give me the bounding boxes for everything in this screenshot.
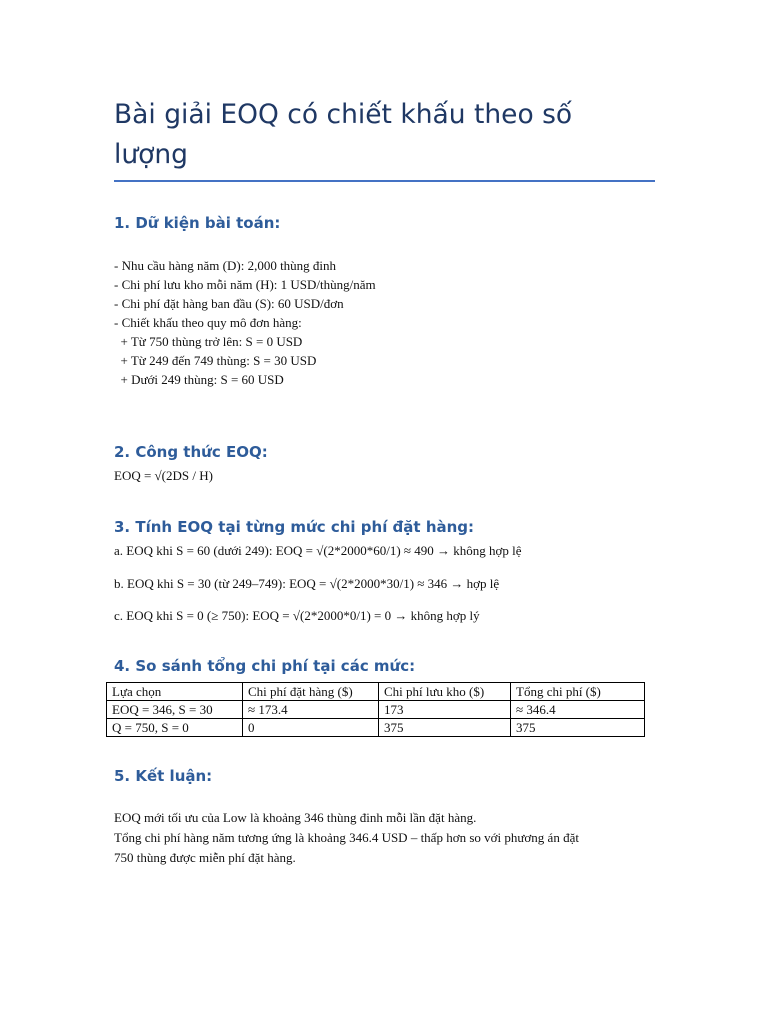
table-cell: 173 — [379, 701, 511, 719]
title-divider — [114, 180, 655, 182]
table-row — [107, 701, 645, 719]
table-header-cell: Chi phí đặt hàng ($) — [243, 683, 379, 701]
conclusion-line: EOQ mới tối ưu của Low là khoảng 346 thùng đinh mỗi lần đặt hàng. — [114, 810, 477, 825]
cost-comparison-table — [106, 682, 645, 737]
section4-heading: 4. So sánh tổng chi phí tại các mức: — [114, 657, 416, 675]
calc-item: b. EOQ khi S = 30 (từ 249–749): EOQ = √(2*2000*30/1) ≈ 346 → hợp lệ — [114, 576, 500, 591]
section1-line: + Từ 750 thùng trở lên: S = 0 USD — [114, 334, 303, 349]
section1-line: - Chi phí đặt hàng ban đầu (S): 60 USD/đơn — [114, 296, 344, 311]
section3-heading: 3. Tính EOQ tại từng mức chi phí đặt hàng: — [114, 518, 475, 536]
table-header-cell: Tổng chi phí ($) — [511, 683, 645, 701]
calc-item: a. EOQ khi S = 60 (dưới 249): EOQ = √(2*2000*60/1) ≈ 490 → không hợp lệ — [114, 543, 522, 558]
document-title: Bài giải EOQ có chiết khấu theo số lượng — [114, 99, 573, 170]
section2-heading: 2. Công thức EOQ: — [114, 443, 268, 461]
eoq-formula: EOQ = √(2DS / H) — [114, 468, 213, 483]
table-cell: Q = 750, S = 0 — [107, 719, 243, 737]
table-header-cell: Lựa chọn — [107, 683, 243, 701]
section1-heading: 1. Dữ kiện bài toán: — [114, 214, 281, 232]
table-header-row — [107, 683, 645, 701]
table-cell: ≈ 173.4 — [243, 701, 379, 719]
section1-line: - Chi phí lưu kho mỗi năm (H): 1 USD/thùng/năm — [114, 277, 376, 292]
calc-item: c. EOQ khi S = 0 (≥ 750): EOQ = √(2*2000*0/1) = 0 → không hợp lý — [114, 608, 480, 623]
section5-heading: 5. Kết luận: — [114, 767, 213, 785]
table-cell: 375 — [379, 719, 511, 737]
section1-line: + Dưới 249 thùng: S = 60 USD — [114, 372, 284, 387]
section1-line: - Nhu cầu hàng năm (D): 2,000 thùng đinh — [114, 258, 337, 273]
section1-line: + Từ 249 đến 749 thùng: S = 30 USD — [114, 353, 317, 368]
conclusion-line: Tổng chi phí hàng năm tương ứng là khoảng 346.4 USD – thấp hơn so với phương án đặt — [114, 830, 579, 845]
table-cell: ≈ 346.4 — [511, 701, 645, 719]
table-row — [107, 719, 645, 737]
table-cell: 0 — [243, 719, 379, 737]
section1-line: - Chiết khấu theo quy mô đơn hàng: — [114, 315, 302, 330]
conclusion-line: 750 thùng được miễn phí đặt hàng. — [114, 850, 296, 865]
table-cell: EOQ = 346, S = 30 — [107, 701, 243, 719]
table-cell: 375 — [511, 719, 645, 737]
table-header-cell: Chi phí lưu kho ($) — [379, 683, 511, 701]
